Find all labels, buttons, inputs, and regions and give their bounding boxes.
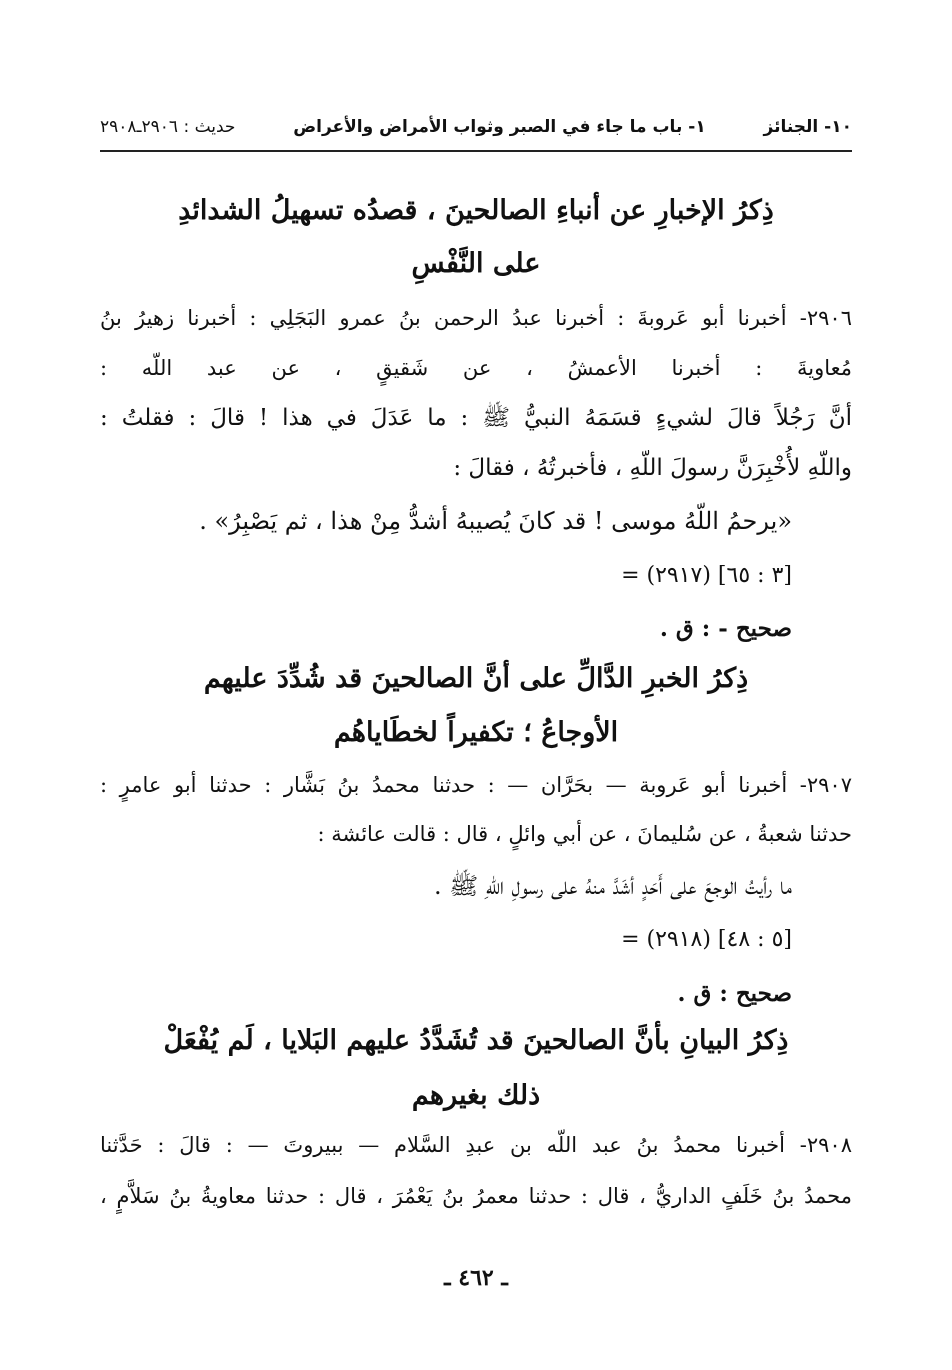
isnad-line: ٢٩٠٦- أخبرنا أبو عَروبةَ : أخبرنا عبدُ الرحمن بنُ عمرو البَجَلِي : أخبرنا زهيرُ بنُ [100, 306, 852, 330]
section-heading: ذِكرُ البيانِ بأنَّ الصالحينَ قد تُشَدَّدُ عليهم البَلايا ، لَم يُفْعَلْ [163, 1025, 789, 1056]
section-heading: ذلك بغيرهم [411, 1080, 541, 1111]
header-divider [100, 150, 852, 152]
matn-line: ما رأيتُ الوجعَ على أَحَدٍ أشَدَّ منهُ على رسولِ اللّهِ ﷺ . [434, 872, 792, 900]
cross-reference: = (٢٩١٨) [٥ : ٤٨] [621, 927, 792, 952]
header-book: ١٠- الجنائز [763, 117, 852, 137]
matn-line: أنَّ رَجُلاً قالَ لشيءٍ قسَمَهُ النبيُّ ﷺ : ما عَدَلَ في هذا ! قالَ : فقلتُ : [100, 405, 852, 431]
section-heading: الأوجاعُ ؛ تكفيراً لخطَاياهُم [333, 717, 619, 748]
section-heading: ذِكرُ الخبرِ الدَّالِّ على أنَّ الصالحينَ قد شُدِّدَ عليهم [203, 663, 749, 694]
page-number: ـ ٤٦٢ ـ [444, 1265, 508, 1291]
running-header [100, 112, 852, 142]
grading: صحيح : ق . [677, 980, 792, 1007]
isnad-line: حدثنا شعبةُ ، عن سُليمانَ ، عن أبي وائلٍ ، قال : قالت عائشة : [317, 822, 852, 846]
section-heading: ذِكرُ الإخبارِ عن أنباءِ الصالحينَ ، قصدُه تسهيلُ الشدائدِ [178, 195, 774, 226]
isnad-line: ٢٩٠٨- أخبرنا محمدُ بنُ عبد اللّه بن عبدِ السَّلام — ببيروتَ — : قالَ : حَدَّثنا [100, 1133, 852, 1157]
isnad-line: محمدُ بنُ خَلَفٍ الداريُّ ، قال : حدثنا معمرُ بنُ يَعْمُرَ ، قال : حدثنا معاويةُ بنُ سَلاَّمٍ ، [100, 1184, 852, 1208]
header-chapter: ١- باب ما جاء في الصبر وثواب الأمراض والأعراض [293, 117, 706, 137]
cross-reference: = (٢٩١٧) [٣ : ٦٥] [621, 563, 792, 588]
isnad-line: مُعاويةَ : أخبرنا الأعمشُ ، عن شَقيقٍ ، عن عبد اللّه : [100, 356, 852, 380]
grading: صحيح - : ق . [659, 615, 792, 642]
header-hadith-range: حديث : ٢٩٠٦ـ٢٩٠٨ [100, 117, 236, 137]
matn-line: «يرحمُ اللّهُ موسى ! قد كانَ يُصيبهُ أشدُّ مِنْ هذا ، ثم يَصْبِرُ» . [199, 507, 792, 535]
matn-line: واللّهِ لأُخْبِرَنَّ رسولَ اللّهِ ، فأخبرتُهُ ، فقالَ : [453, 455, 852, 481]
section-heading: على النَّفْسِ [411, 248, 541, 279]
isnad-line: ٢٩٠٧- أخبرنا أبو عَروبة — بحَرَّان — : حدثنا محمدُ بنُ بَشَّار : حدثنا أبو عامرٍ : [100, 773, 852, 797]
